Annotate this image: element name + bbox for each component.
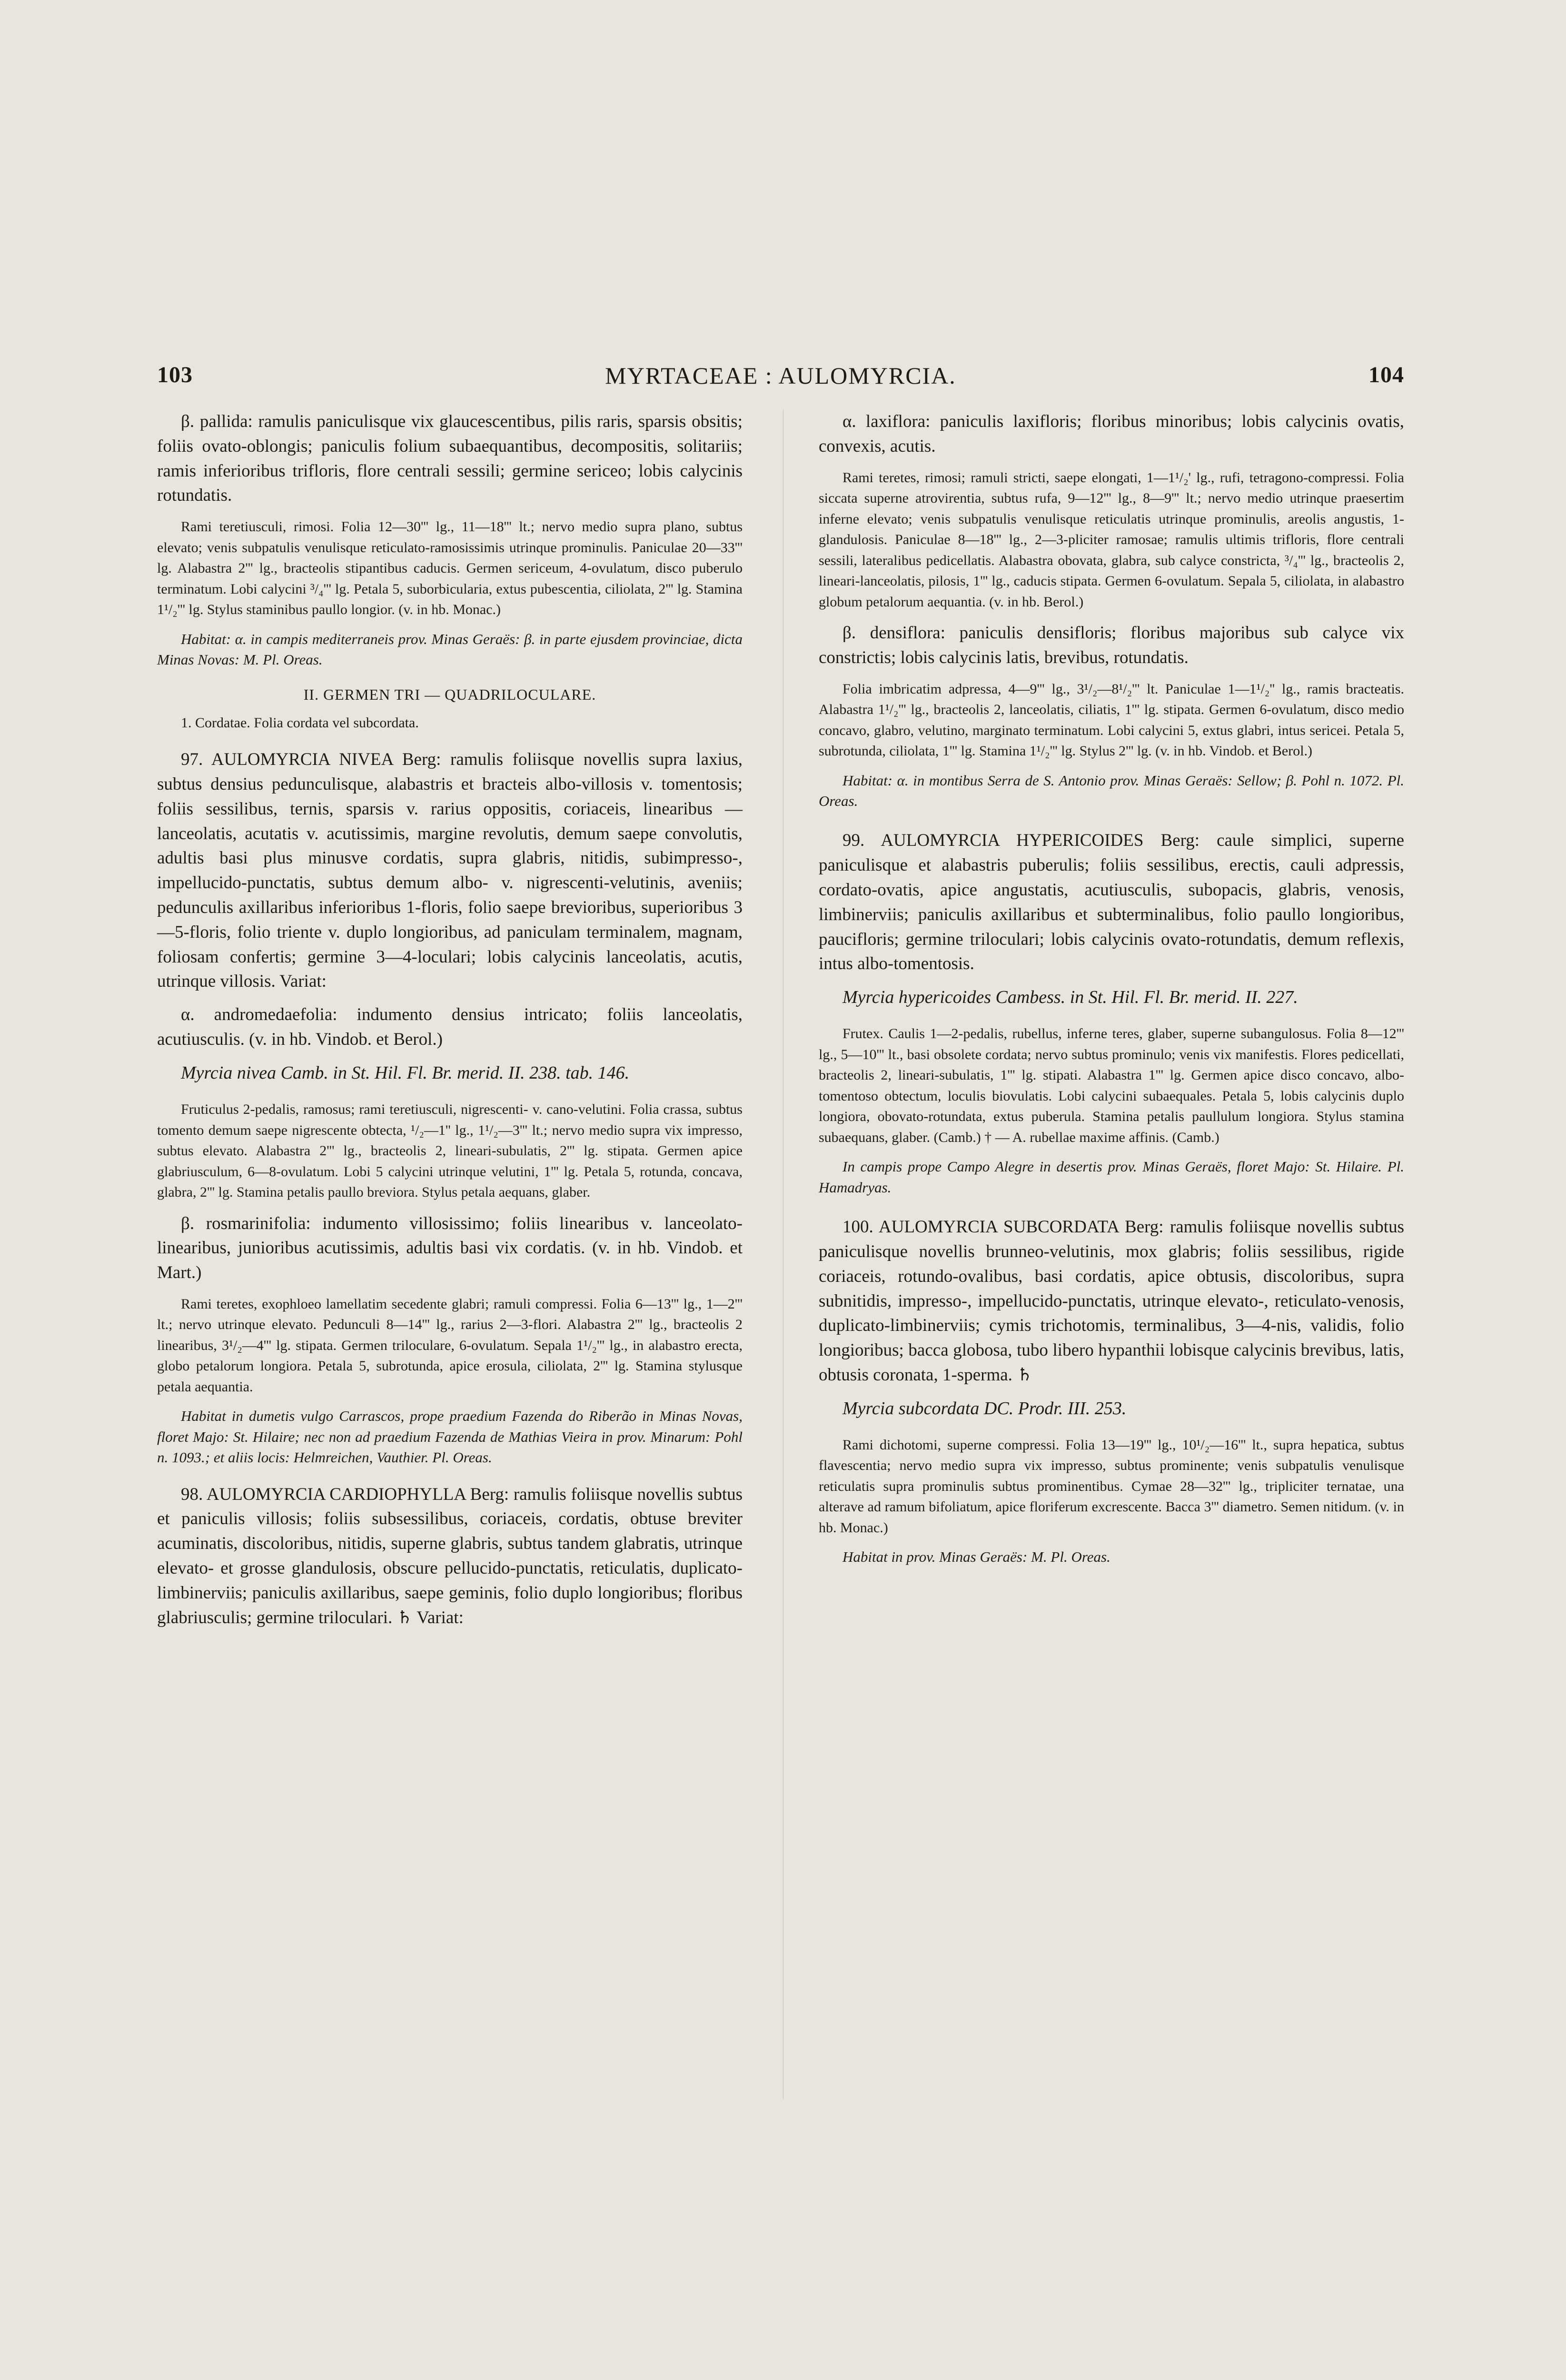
variety-andromedaefolia: α. andromedaefolia: indumento densius intricato; foliis lanceolatis, acutiusculis. (v. in hb. Vindob. et Berol.) <box>157 1005 743 1050</box>
description-hypericoides: Frutex. Caulis 1—2-pedalis, rubellus, inferne teres, glaber, superne subangulosus. Folia 8—12''' lg., 5—10''' lt., basi obsolete cordata; nervo subtus prominulo; venis vix manifestis. Flores pedicellati, bracteolis 2, lineari-subulatis, 1''' lg. stipati. Alabastra 1''' lg. Germen apice disco concavo, albo-tomentoso obtectum, loculis biovulatis. Lobi calycini subaequales. Petala 5, lobis calycinis duplo longiora, obovato-rotundata, extus puberula. Stamina petalis paullulum longiora. Stylus stamina subaequans, glaber. (Camb.) † — A. rubellae maxime affinis. (Camb.) <box>819 1026 1404 1145</box>
subsection-cordatae: 1. Cordatae. Folia cordata vel subcordata. <box>181 715 419 731</box>
page-number-right: 104 <box>1368 362 1404 387</box>
variety-rosmarinifolia: β. rosmarinifolia: indumento villosissimo; foliis linearibus v. lanceolato-linearibus, junioribus acutissimis, adultis basi vix cordatis. (v. in hb. Vindob. et Mart.) <box>157 1213 743 1283</box>
habitat-96: Habitat: α. in campis mediterraneis prov. Minas Geraës: β. in parte ejusdem provinciae, dicta Minas Novas: M. Pl. Oreas. <box>157 630 743 668</box>
right-column <box>819 409 1404 1582</box>
page-number-left: 103 <box>157 362 193 387</box>
habitat-100: Habitat in prov. Minas Geraës: M. Pl. Oreas. <box>842 1548 1110 1566</box>
variety-pallida: β. pallida: ramulis paniculisque vix glaucescentibus, pilis raris, sparsis obsitis; foliis ovato-oblongis; paniculis folium subaequantibus, decompositis, solitariis; ramis inferioribus trifloris, flore centrali sessili; germine sericeo; lobis calycinis rotundatis. <box>157 412 743 506</box>
species-98-cardiophylla: 98. AULOMYRCIA CARDIOPHYLLA Berg: ramulis foliisque novellis subtus et paniculis villosis; foliis subsessilibus, coriaceis, cordatis, obtuse breviter acuminatis, discoloribus, nitidis, superne glabris, subtus tandem glabratis, utrinque elevato- et grosse glandulosis, obscure pellucido-punctatis, reticulatis, duplicato-limbinerviis; paniculis axillaribus, saepe geminis, folio duplo longioribus; floribus glabriusculis; germine triloculari. ♄ Variat: <box>157 1484 743 1627</box>
habitat-99: In campis prope Campo Alegre in desertis prov. Minas Geraës, floret Majo: St. Hilaire. Pl. Hamadryas. <box>819 1158 1404 1196</box>
description-densiflora: Folia imbricatim adpressa, 4—9''' lg., 3¹/₂—8¹/₂''' lt. Paniculae 1—1¹/₂'' lg., ramis bracteatis. Alabastra 1¹/₂''' lg., bracteolis 2, lanceolatis, ciliatis, 1''' lg. stipata. Germen 6-ovulatum, disco medio concavo, glabro, velutino, marginato terminatum. Lobi calycini 5, extus glabri, intus sericei. Petala 5, subrotunda, ciliolata, 1''' lg. Stamina 1¹/₂''' lg. Stylus 2''' lg. (v. in hb. Vindob. et Berol.) <box>819 681 1404 759</box>
variety-densiflora: β. densiflora: paniculis densifloris; floribus majoribus sub calyce vix constrictis; lobis calycinis latis, brevibus, rotundatis. <box>819 623 1404 667</box>
reference-myrcia-nivea: Myrcia nivea Camb. in St. Hil. Fl. Br. merid. II. 238. tab. 146. <box>181 1062 630 1083</box>
species-99-hypericoides: 99. AULOMYRCIA HYPERICOIDES Berg: caule simplici, superne paniculisque et alabastris puberulis; foliis sessilibus, erectis, cauli adpressis, cordato-ovatis, apice angustatis, acutiusculis, subopacis, glabris, venosis, limbinerviis; paniculis axillaribus et subterminalibus, folio paullo longioribus, paucifloris; germine triloculari; lobis calycinis ovato-rotundatis, demum reflexis, intus albo-tomentosis. <box>819 831 1404 974</box>
running-header <box>157 362 1404 400</box>
left-column <box>157 409 743 1638</box>
reference-myrcia-subcordata: Myrcia subcordata DC. Prodr. III. 253. <box>842 1398 1127 1418</box>
running-title: MYRTACEAE : AULOMYRCIA. <box>605 362 956 389</box>
species-100-subcordata: 100. AULOMYRCIA SUBCORDATA Berg: ramulis foliisque novellis subtus paniculisque novellis brunneo-velutinis, mox glabris; foliis sessilibus, rigide coriaceis, rotundo-ovalibus, basi cordatis, apice obtusis, discoloribus, supra subnitidis, impresso-, impellucido-punctatis, utrinque elevato-, reticulato-venosis, duplicato-limbinerviis; cymis trichotomis, terminalibus, 3—4-nis, validis, folio longioribus; bacca globosa, tubo libero hypanthii lobisque calycinis brevibus, latis, obtusis coronata, 1-sperma. ♄ <box>819 1217 1404 1385</box>
description-nivea: Fruticulus 2-pedalis, ramosus; rami teretiusculi, nigrescenti- v. cano-velutini. Folia crassa, subtus tomento demum saepe nigrescente obtecta, ¹/₂—1'' lg., 1¹/₂—3''' lt.; nervo medio supra vix impresso, subtus elevato. Alabastra 2''' lg., bracteolis 2, lineari-subulatis, 2''' lg. stipata. Germen apice glabriusculum, 6—8-ovulatum. Lobi 5 calycini utrinque velutini, 1''' lg. Petala 5, rotunda, concava, glabra, 2''' lg. Stamina petalis paullo breviora. Stylus petala aequans, glaber. <box>157 1101 743 1200</box>
description-laxiflora: Rami teretes, rimosi; ramuli stricti, saepe elongati, 1—1¹/₂' lg., rufi, tetragono-compressi. Folia siccata superne atrovirentia, subtus rufa, 9—12''' lg., 8—9''' lt.; nervo medio utrinque praesertim inferne elevato; venis subpatulis venulisque reticulatis utrinque prominulis, areolis angustis, 1-glandulosis. Paniculae 8—18''' lg., 2—3-pliciter ramosae; ramulis ultimis trifloris, flore centrali sessili, lateralibus pedicellatis. Alabastra obovata, glabra, sub calyce constricta, ³/₄''' lg., bracteolis 2, lineari-lanceolatis, pilosis, 1''' lg., caducis stipata. Germen 6-ovulatum. Sepala 5, ciliolata, in alabastro globum petalorum aequantia. (v. in hb. Berol.) <box>819 469 1404 610</box>
variety-laxiflora: α. laxiflora: paniculis laxifloris; floribus minoribus; lobis calycinis ovatis, convexis, acutis. <box>819 412 1404 456</box>
description-rosmarinifolia: Rami teretes, exophloeo lamellatim secedente glabri; ramuli compressi. Folia 6—13''' lg., 1—2''' lt.; nervo utrinque elevato. Pedunculi 8—14''' lg., rarius 2—3-flori. Alabastra 2''' lg., bracteolis 2 linearibus, 3¹/₂—4''' lg. stipata. Germen triloculare, 6-ovulatum. Sepala 1¹/₂''' lg., in alabastro erecta, globo petalorum longiora. Petala 5, subrotunda, apice erosula, ciliolata, 2''' lg. Stamina stylusque petala aequantia. <box>157 1296 743 1395</box>
description-pallida: Rami teretiusculi, rimosi. Folia 12—30''' lg., 11—18''' lt.; nervo medio supra plano, subtus elevato; venis subpatulis venulisque reticulato-ramosissimis utrinque prominulis. Paniculae 20—33''' lg. Alabastra 2''' lg., bracteolis stipantibus caducis. Germen sericeum, 4-ovulatum, disco puberulo terminatum. Lobi calycini ³/₄''' lg. Petala 5, suborbicularia, extus pubescentia, ciliolata, 2''' lg. Stamina 1¹/₂''' lg. Stylus staminibus paullo longior. (v. in hb. Monac.) <box>157 519 743 618</box>
species-97-nivea: 97. AULOMYRCIA NIVEA Berg: ramulis foliisque novellis supra laxius, subtus densius pedunculisque, alabastris et bracteis albo-villosis v. tomentosis; foliis sessilibus, ternis, sparsis v. rarius oppositis, coriaceis, linearibus — lanceolatis, acutatis v. acutissimis, margine revolutis, demum saepe convolutis, adultis basi plus minusve cordatis, supra glabris, nitidis, subimpresso-, impellucido-punctatis, subtus demum albo- v. nigrescenti-velutinis, aveniis; pedunculis axillaribus inferioribus 1-floris, folio saepe brevioribus, superioribus 3—5-floris, folio triente v. duplo longioribus, ad paniculam terminalem, magnam, foliosam confertis; germine 3—4-loculari; lobis calycinis lanceolatis, acutis, utrinque villosis. Variat: <box>157 750 743 992</box>
reference-myrcia-hypericoides: Myrcia hypericoides Cambess. in St. Hil. Fl. Br. merid. II. 227. <box>842 987 1298 1008</box>
description-subcordata: Rami dichotomi, superne compressi. Folia 13—19''' lg., 10¹/₂—16''' lt., supra hepatica, subtus flavescentia; nervo medio supra vix impresso, subtus prominente; venis subpatulis venulisque reticulatis supra prominulis subtus prominentibus. Cymae 28—32''' lg., tripliciter ternatae, una alterave ad ramum bifoliatum, apice floriferum excrescente. Bacca 3''' diametro. Semen nitidum. (v. in hb. Monac.) <box>819 1437 1404 1536</box>
section-heading: II. GERMEN TRI — QUADRILOCULARE. <box>303 686 596 704</box>
habitat-97: Habitat in dumetis vulgo Carrascos, prope praedium Fazenda do Riberão in Minas Novas, floret Majo: St. Hilaire; nec non ad praedium Fazenda de Mathias Vieira in prov. Minarum: Pohl n. 1093.; et aliis locis: Helmreichen, Vauthier. Pl. Oreas. <box>157 1408 743 1466</box>
habitat-98: Habitat: α. in montibus Serra de S. Antonio prov. Minas Geraës: Sellow; β. Pohl n. 1072. Pl. Oreas. <box>819 772 1404 810</box>
